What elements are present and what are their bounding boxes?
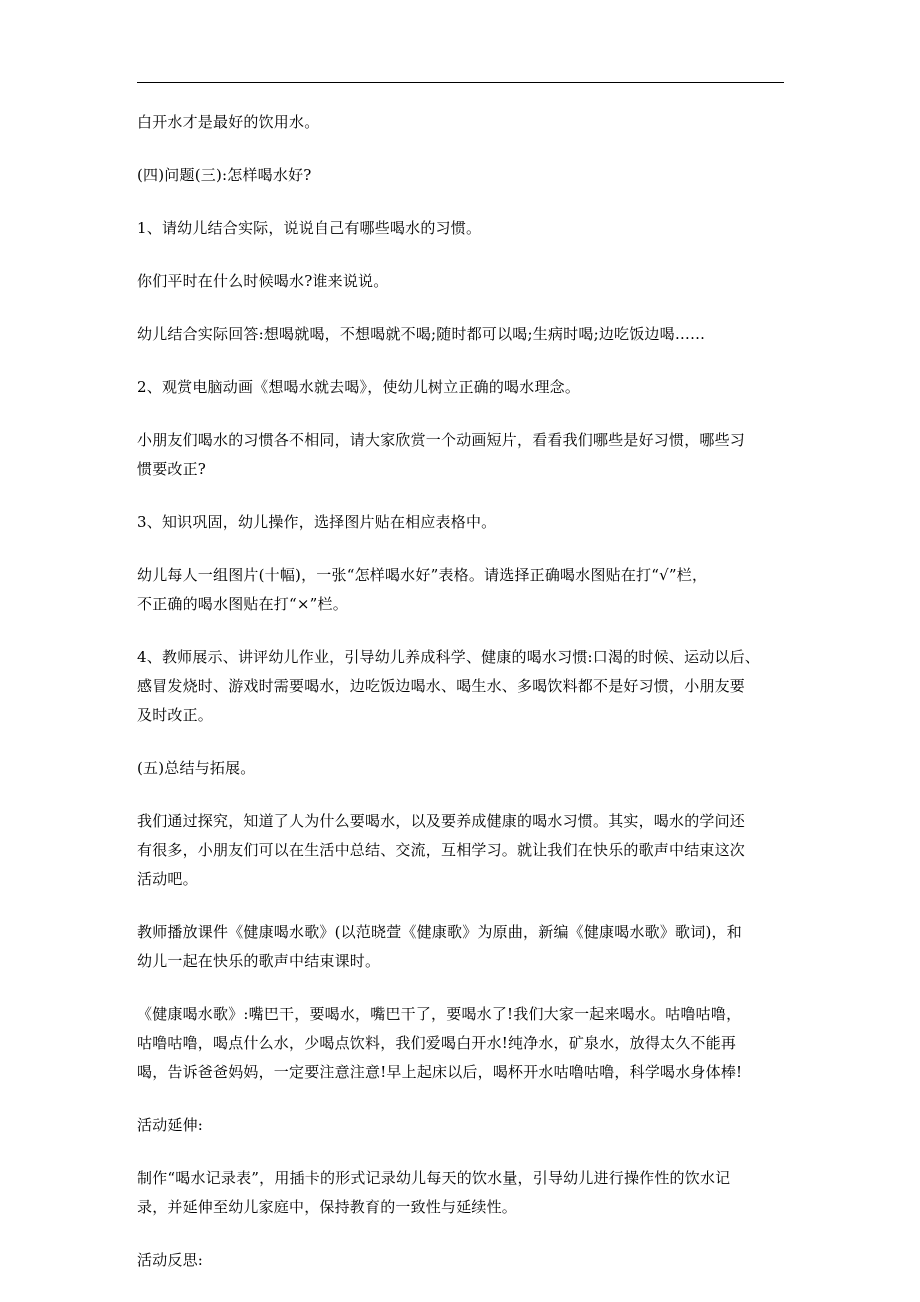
paragraph: [137, 161, 787, 190]
document-body: [137, 108, 787, 1299]
paragraph-line: 幼儿一起在快乐的歌声中结束课时。: [137, 952, 381, 970]
paragraph: [137, 1111, 787, 1140]
paragraph-line: 不正确的喝水图贴在打“×”栏。: [137, 595, 348, 613]
paragraph-line: 幼儿结合实际回答:想喝就喝，不想喝就不喝;随时都可以喝;生病时喝;边吃饭边喝……: [137, 325, 706, 343]
paragraph-line: 小朋友们喝水的习惯各不相同，请大家欣赏一个动画短片，看看我们哪些是好习惯，哪些习: [137, 431, 746, 449]
paragraph-line: 3、知识巩固，幼儿操作，选择图片贴在相应表格中。: [137, 513, 497, 531]
header-rule: [137, 82, 784, 83]
paragraph: [137, 754, 787, 783]
paragraph-line: 制作“喝水记录表”，用插卡的形式记录幼儿每天的饮水量，引导幼儿进行操作性的饮水记: [137, 1169, 731, 1187]
paragraph-line: 喝，告诉爸爸妈妈，一定要注意注意!早上起床以后，喝杯开水咕噜咕噜，科学喝水身体棒!: [137, 1063, 743, 1081]
paragraph: [137, 508, 787, 537]
paragraph: [137, 807, 787, 894]
paragraph-line: 惯要改正?: [137, 460, 207, 478]
paragraph-line: 你们平时在什么时候喝水?谁来说说。: [137, 272, 389, 290]
paragraph-line: 有很多，小朋友们可以在生活中总结、交流，互相学习。就让我们在快乐的歌声中结束这次: [137, 841, 746, 859]
paragraph: [137, 426, 787, 484]
paragraph: [137, 1246, 787, 1275]
paragraph-line: 4、教师展示、讲评幼儿作业，引导幼儿养成科学、健康的喝水习惯:口渴的时候、运动以后、: [137, 648, 761, 666]
paragraph-line: 感冒发烧时、游戏时需要喝水，边吃饭边喝水、喝生水、多喝饮料都不是好习惯，小朋友要: [137, 677, 746, 695]
paragraph-line: (四)问题(三):怎样喝水好?: [137, 166, 312, 184]
paragraph-line: 活动延伸:: [137, 1116, 204, 1134]
paragraph-line: 我们通过探究，知道了人为什么要喝水，以及要养成健康的喝水习惯。其实，喝水的学问还: [137, 812, 746, 830]
paragraph-line: 教师播放课件《健康喝水歌》(以范晓萱《健康歌》为原曲，新编《健康喝水歌》歌词)，和: [137, 923, 742, 941]
paragraph: [137, 643, 787, 730]
paragraph-line: 录，并延伸至幼儿家庭中，保持教育的一致性与延续性。: [137, 1198, 518, 1216]
paragraph-line: 活动反思:: [137, 1251, 204, 1269]
paragraph-line: 白开水才是最好的饮用水。: [137, 113, 320, 131]
paragraph-line: 幼儿每人一组图片(十幅)，一张“怎样喝水好”表格。请选择正确喝水图贴在打“√”栏，: [137, 566, 708, 584]
paragraph-line: 1、请幼儿结合实际，说说自己有哪些喝水的习惯。: [137, 219, 482, 237]
paragraph-line: 咕噜咕噜，喝点什么水，少喝点饮料，我们爱喝白开水!纯净水，矿泉水，放得太久不能再: [137, 1034, 737, 1052]
paragraph: [137, 320, 787, 349]
paragraph: [137, 214, 787, 243]
paragraph: [137, 108, 787, 137]
paragraph-line: 2、观赏电脑动画《想喝水就去喝》，使幼儿树立正确的喝水理念。: [137, 378, 581, 396]
paragraph-line: 《健康喝水歌》:嘴巴干，要喝水，嘴巴干了，要喝水了!我们大家一起来喝水。咕噜咕噜，: [137, 1005, 742, 1023]
paragraph: [137, 561, 787, 619]
paragraph: [137, 918, 787, 976]
paragraph: [137, 1000, 787, 1087]
paragraph: [137, 373, 787, 402]
paragraph-line: 及时改正。: [137, 706, 214, 724]
paragraph-line: (五)总结与拓展。: [137, 759, 256, 777]
paragraph-line: 活动吧。: [137, 870, 198, 888]
paragraph: [137, 267, 787, 296]
paragraph: [137, 1164, 787, 1222]
